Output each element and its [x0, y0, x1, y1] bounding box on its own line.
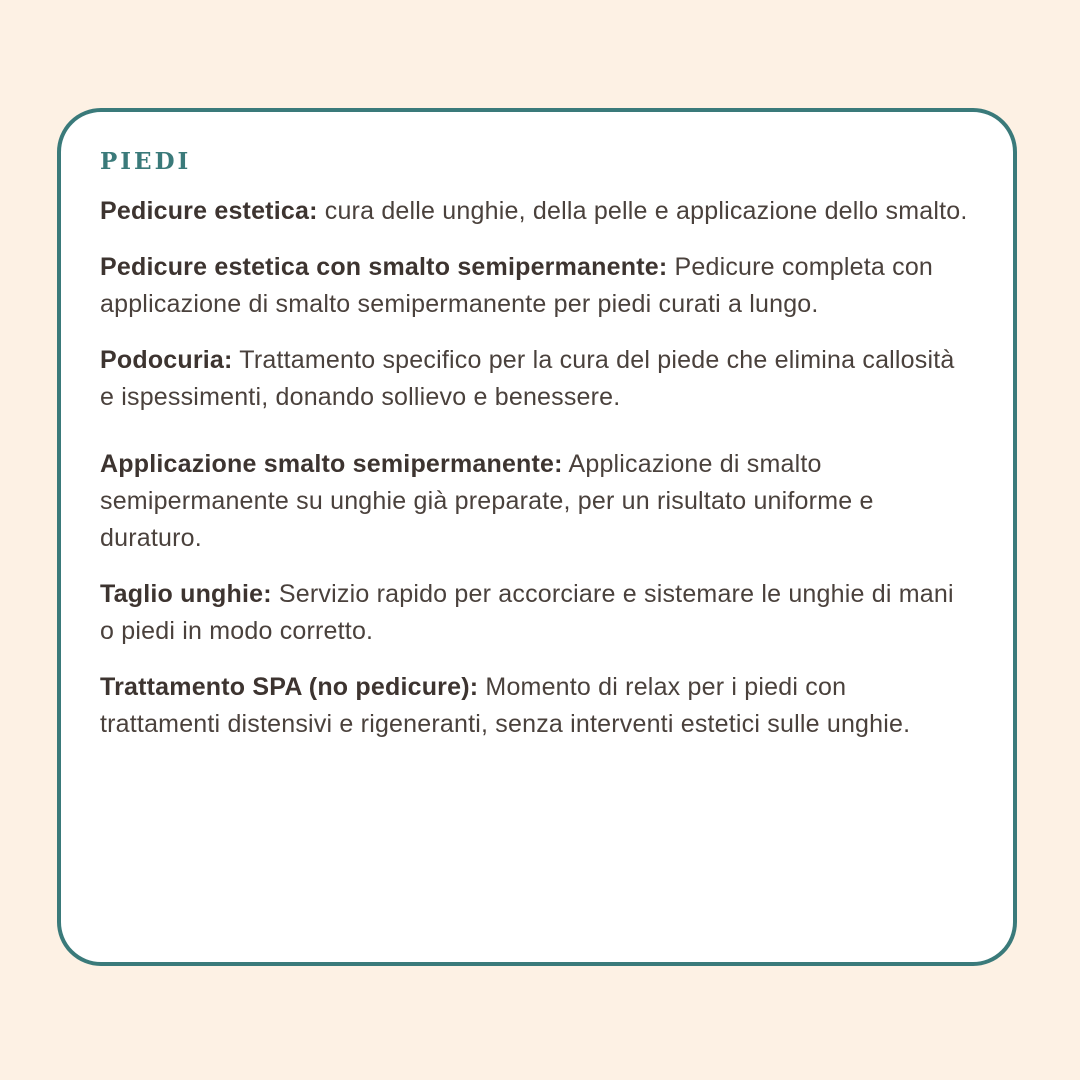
service-item	[100, 342, 973, 416]
service-item	[100, 576, 973, 650]
service-description: Trattamento specifico per la cura del piede che elimina callosità e ispessimenti, donando sollievo e benessere.	[100, 346, 955, 411]
service-name: Trattamento SPA (no pedicure):	[100, 673, 479, 701]
service-name: Pedicure estetica:	[100, 197, 318, 225]
service-item	[100, 249, 973, 323]
service-item	[100, 669, 973, 743]
service-item	[100, 193, 973, 230]
services-card	[57, 108, 1017, 966]
service-name: Pedicure estetica con smalto semipermanente:	[100, 253, 668, 281]
service-description: Momento di relax per i piedi con trattamenti distensivi e rigeneranti, senza interventi estetici sulle unghie.	[100, 673, 911, 738]
service-description: cura delle unghie, della pelle e applicazione dello smalto.	[324, 197, 968, 225]
service-name: Podocuria:	[100, 346, 233, 374]
service-description: Servizio rapido per accorciare e sistemare le unghie di mani o piedi in modo corretto.	[100, 580, 954, 645]
service-item	[100, 446, 973, 557]
service-name: Taglio unghie:	[100, 580, 272, 608]
service-name: Applicazione smalto semipermanente:	[100, 450, 563, 478]
service-description: Pedicure completa con applicazione di smalto semipermanente per piedi curati a lungo.	[100, 253, 934, 318]
service-description: Applicazione di smalto semipermanente su unghie già preparate, per un risultato uniforme e duraturo.	[100, 450, 874, 552]
section-title: PIEDI	[100, 148, 192, 175]
